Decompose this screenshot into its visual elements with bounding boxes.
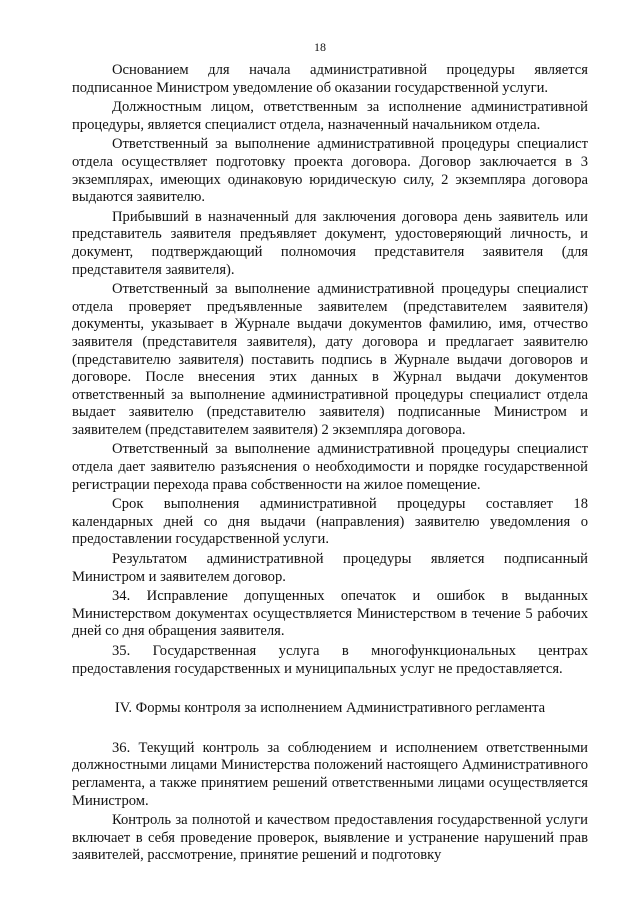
paragraph: Ответственный за выполнение административной процедуры специалист отдела проверяет предъявленные заявителем (представителем заявителя) документы, указывает в Журнале выдачи документов фамилию, имя, отчество заявителя (представителя заявителя), дату договора и предлагает заявителю (представителю заявителя) поставить подпись в Журнале выдачи договоров и договоре. После внесения этих данных в Журнал выдачи документов ответственный за выполнение административной процедуры специалист отдела выдает заявителю (представителю заявителя) подписанные Министром и заявителем (представителем заявителя) 2 экземпляра договора. [72, 281, 588, 438]
paragraph: Результатом административной процедуры является подписанный Министром и заявителем договор. [72, 551, 588, 585]
paragraph: Прибывший в назначенный для заключения договора день заявитель или представитель заявителя предъявляет документ, удостоверяющий личность, и документ, подтверждающий полномочия представителя заявителя (для представителя заявителя). [72, 208, 588, 278]
section-heading: IV. Формы контроля за исполнением Административного регламента [114, 700, 546, 717]
paragraph-item-35: 35. Государственная услуга в многофункциональных центрах предоставления государственных и муниципальных услуг не предоставляется. [72, 643, 588, 677]
paragraph-item-36: 36. Текущий контроль за соблюдением и исполнением ответственными должностными лицами Министерства положений настоящего Административного регламента, а также принятием решений ответственными лицами осуществляется Министром. [72, 739, 588, 809]
paragraph: Ответственный за выполнение административной процедуры специалист отдела дает заявителю разъяснения о необходимости и порядке государственной регистрации перехода права собственности на жилое помещение. [72, 441, 588, 493]
paragraph: Должностным лицом, ответственным за исполнение административной процедуры, является специалист отдела, назначенный начальником отдела. [72, 99, 588, 133]
paragraph: Основанием для начала административной процедуры является подписанное Министром уведомление об оказании государственной услуги. [72, 62, 588, 96]
document-body [72, 62, 588, 867]
paragraph: Контроль за полнотой и качеством предоставления государственной услуги включает в себя проведение проверок, выявление и устранение нарушений прав заявителей, рассмотрение, принятие решений и подготовку [72, 812, 588, 864]
paragraph: Ответственный за выполнение административной процедуры специалист отдела осуществляет подготовку проекта договора. Договор заключается в 3 экземплярах, имеющих одинаковую юридическую силу, 2 экземпляра договора выдаются заявителю. [72, 136, 588, 206]
page-number: 18 [314, 40, 326, 54]
paragraph: Срок выполнения административной процедуры составляет 18 календарных дней со дня выдачи (направления) заявителю уведомления о предоставлении государственной услуги. [72, 496, 588, 548]
paragraph-item-34: 34. Исправление допущенных опечаток и ошибок в выданных Министерством документах осуществляется Министерством в течение 5 рабочих дней со дня обращения заявителя. [72, 588, 588, 640]
